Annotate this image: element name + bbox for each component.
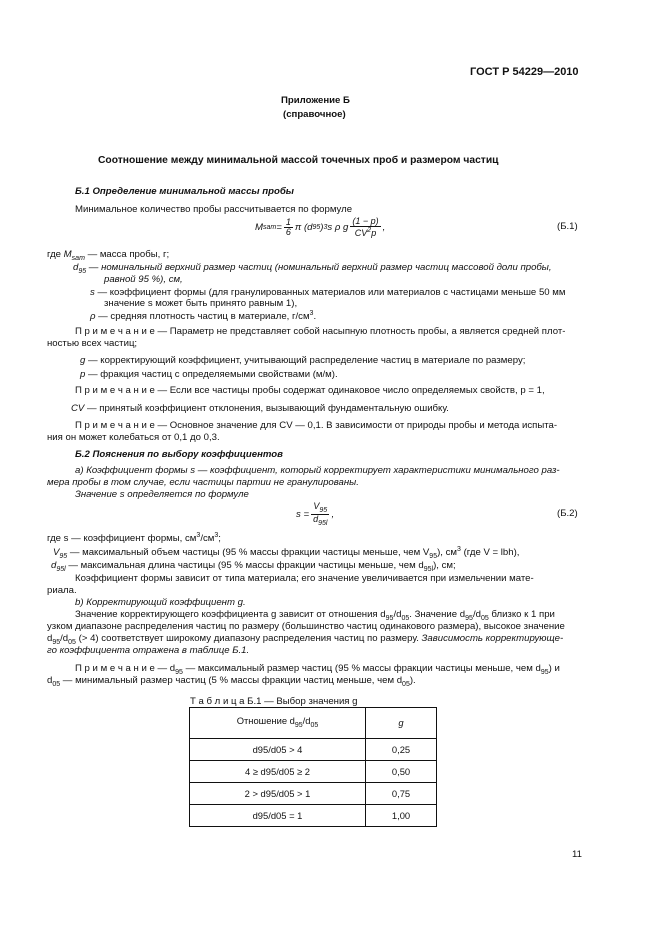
dl-symbol-sub: 95l bbox=[56, 565, 66, 573]
g-text1-sub1: 95 bbox=[385, 614, 394, 622]
formula-b1-number: (Б.1) bbox=[557, 221, 578, 232]
g-text1d: /d bbox=[472, 609, 481, 620]
formula-b1-mid-sup: 3 bbox=[323, 223, 328, 231]
table-header-ratio-text: Отношение d bbox=[236, 715, 295, 727]
s-definition: — коэффициент формы (для гранулированных материалов или материалов с частицами меньше 50 мм bbox=[94, 287, 566, 298]
note2-label: П р и м е ч а н и е bbox=[75, 385, 155, 396]
note3 bbox=[75, 420, 557, 432]
appendix-subtitle: (справочное) bbox=[283, 109, 346, 120]
table-row bbox=[190, 783, 437, 805]
shape-text-line2: риала. bbox=[47, 585, 77, 596]
g-text1e: близко к 1 при bbox=[488, 609, 555, 620]
formula-b2-lhs: s = bbox=[296, 508, 310, 520]
table-cell-ratio: d95/d05 > 4 bbox=[190, 739, 366, 761]
g-text1a: Значение корректирующего коэффициента g зависит от отношения d bbox=[75, 609, 386, 620]
note1 bbox=[75, 326, 565, 338]
note3-label: П р и м е ч а н и е bbox=[75, 420, 155, 431]
formula-b2-num: V bbox=[313, 501, 320, 511]
where-g-line bbox=[80, 355, 525, 367]
g-selection-table bbox=[189, 707, 437, 827]
formula-b1-frac2-den-tail: p bbox=[371, 228, 377, 239]
v-def-sub: 95 bbox=[429, 553, 438, 561]
table-caption-text: Б.1 — Выбор значения g bbox=[244, 696, 358, 707]
table-cell-ratio: 4 ≥ d95/d05 ≥ 2 bbox=[190, 761, 366, 783]
table-cell-g: 0,50 bbox=[366, 761, 437, 783]
formula-b1-frac2-num: (1 − p) bbox=[352, 216, 379, 226]
where-d-line2: равной 95 %), см, bbox=[104, 274, 183, 285]
cv-definition: — принятый коэффициент отклонения, вызывающий фундаментальную ошибку. bbox=[84, 403, 449, 414]
table-row bbox=[190, 805, 437, 827]
formula-b2 bbox=[296, 502, 334, 527]
g-text3d: Зависимость корректирующе- bbox=[421, 633, 564, 644]
dl-def-tail: ), см; bbox=[433, 560, 456, 571]
where-p-line bbox=[80, 369, 338, 381]
table-header-ratio-sub1: 95 bbox=[294, 722, 303, 730]
note1-text: — Параметр не представляет собой насыпную плотность пробы, а является средней плот- bbox=[154, 326, 566, 337]
section-b2-heading: Б.2 Пояснения по выбору коэффициентов bbox=[75, 449, 283, 460]
table-caption-label: Т а б л и ц а bbox=[190, 696, 245, 707]
formula-b1-frac1-num: 1 bbox=[285, 217, 291, 227]
formula-b1-frac1-den: 6 bbox=[285, 227, 291, 238]
note4a: — d bbox=[154, 663, 176, 674]
formula-b2-den-sub: 95l bbox=[318, 519, 328, 527]
main-title: Соотношение между минимальной массой точечных проб и размером частиц bbox=[98, 155, 499, 166]
where2-s-sup1: 3 bbox=[196, 532, 201, 539]
g-symbol: g bbox=[80, 355, 86, 366]
v-def-end: (где V = lbh), bbox=[460, 547, 520, 559]
section-b1-intro: Минимальное количество пробы рассчитывается по формуле bbox=[75, 204, 353, 215]
d-symbol-sub: 95 bbox=[78, 267, 87, 275]
g-text3-sub2: 05 bbox=[68, 638, 76, 646]
rho-definition: — средняя плотность частиц в материале, г/см bbox=[95, 311, 310, 323]
table-row bbox=[190, 739, 437, 761]
where-cv-line bbox=[71, 403, 449, 415]
note4-cont bbox=[47, 675, 416, 689]
p-symbol: p bbox=[80, 369, 86, 380]
where2-s-sup2: 3 bbox=[214, 532, 219, 539]
table-caption bbox=[190, 696, 358, 708]
where2-s-mid: /см bbox=[200, 533, 215, 545]
formula-b1-lhs: M bbox=[255, 222, 263, 234]
formula-b1-lhs-sub: sam bbox=[263, 223, 277, 231]
table-header-ratio bbox=[190, 708, 366, 739]
formula-b2-tail: , bbox=[331, 508, 335, 520]
v-def-sup: 3 bbox=[457, 546, 461, 553]
dl-def-sub: 95l bbox=[423, 565, 434, 573]
section-b1-heading: Б.1 Определение минимальной массы пробы bbox=[75, 186, 294, 197]
g-text3a: d bbox=[47, 633, 53, 644]
table-cell-g: 1,00 bbox=[366, 805, 437, 827]
m-symbol-sub: sam bbox=[71, 254, 85, 262]
table-row bbox=[190, 761, 437, 783]
note4-sub2: 95 bbox=[540, 668, 549, 676]
where2-prefix: где bbox=[47, 533, 64, 545]
formula-b1-mid-sub: 95 bbox=[312, 223, 321, 231]
formula-b2-den: d bbox=[313, 514, 319, 525]
s-symbol: s bbox=[90, 287, 95, 298]
table-cell-ratio: d95/d05 = 1 bbox=[190, 805, 366, 827]
note1-label: П р и м е ч а н и е bbox=[75, 326, 155, 337]
formula-b1-frac2-den-sup: 2 bbox=[367, 227, 372, 235]
g-text1-sub3: 95 bbox=[465, 614, 473, 622]
g-definition: — корректирующий коэффициент, учитывающий распределение частиц в материале по размеру; bbox=[85, 355, 526, 366]
note4-label: П р и м е ч а н и е bbox=[75, 663, 155, 674]
b2-a-line1: a) Коэффициент формы s — коэффициент, который корректирует характеристики минимального раз- bbox=[75, 465, 560, 476]
dl-definition: — максимальная длина частицы (95 % массы фракции частицы меньше, чем d bbox=[65, 560, 424, 571]
g-text3-sub1: 95 bbox=[52, 638, 61, 646]
formula-b1-tail: , bbox=[382, 222, 386, 234]
formula-b1-eq: = bbox=[276, 222, 282, 234]
formula-b2-num-sub: 95 bbox=[319, 506, 328, 514]
g-text3b: /d bbox=[60, 633, 69, 644]
rho-symbol: ρ bbox=[90, 311, 96, 323]
formula-b2-number: (Б.2) bbox=[557, 508, 578, 519]
page-number: 11 bbox=[572, 849, 582, 860]
note3-cont: ния он может колебаться от 0,1 до 0,3. bbox=[47, 432, 220, 443]
note4d: d bbox=[47, 675, 53, 686]
formula-b1-frac2-den: CV bbox=[354, 228, 368, 239]
note1-cont: ностью всех частиц; bbox=[47, 338, 138, 349]
where2-s-def: s — коэффициент формы, см bbox=[63, 533, 197, 545]
formula-b1: M sam = $\frac{1}{6}$ π (d 95 ) 3 s ρ g $\frac{(1 - p)}{CV^2p}$ , bbox=[255, 216, 386, 239]
b2-a-line2: мера пробы в том случае, если частицы партии не гранулированы. bbox=[47, 477, 359, 488]
document-code: ГОСТ Р 54229—2010 bbox=[470, 66, 579, 78]
d-symbol: d bbox=[73, 262, 79, 273]
where2-s-end: ; bbox=[218, 533, 221, 545]
m-definition: — масса пробы, г; bbox=[84, 249, 170, 260]
formula-b1-mid: π (d bbox=[294, 222, 313, 234]
table-header-ratio-mid: /d bbox=[302, 715, 311, 727]
note4e: — минимальный размер частиц (5 % массы фракции частиц меньше, чем d bbox=[60, 675, 403, 686]
where2-s-line bbox=[47, 532, 221, 545]
note4-sub3: 05 bbox=[52, 680, 61, 688]
appendix-title: Приложение Б bbox=[281, 95, 350, 106]
g-text1-sub4: 05 bbox=[480, 614, 489, 622]
formula-b1-mid2: s ρ g bbox=[327, 222, 349, 234]
table-header-g: g bbox=[366, 708, 437, 739]
note4b: — максимальный размер частиц (95 % массы фракции частицы меньше, чем d bbox=[182, 663, 541, 674]
g-text1-sub2: 05 bbox=[401, 614, 410, 622]
where-rho-line bbox=[90, 310, 316, 323]
g-text1b: /d bbox=[393, 609, 402, 620]
note2-text: — Если все частицы пробы содержат одинаковое число определяемых свойств, p = 1, bbox=[154, 385, 545, 396]
p-definition: — фракция частиц с определяемыми свойствами (м/м). bbox=[85, 369, 338, 380]
table-cell-ratio: 2 > d95/d05 > 1 bbox=[190, 783, 366, 805]
table-cell-g: 0,25 bbox=[366, 739, 437, 761]
note4-sub1: 95 bbox=[175, 668, 183, 676]
b2-a-line3: Значение s определяется по формуле bbox=[75, 489, 249, 500]
where-s-line2: значение s может быть принято равным 1), bbox=[104, 298, 298, 309]
cv-symbol: CV bbox=[71, 403, 85, 414]
table-header-ratio-sub2: 05 bbox=[310, 722, 319, 730]
g-text3c: (> 4) соответствует широкому диапазону распределения частиц по размеру. bbox=[75, 633, 422, 644]
d-definition: — номинальный верхний размер частиц (номинальный верхний размер частиц массовой доли пробы, bbox=[86, 262, 552, 273]
g-text-line4: го коэффициента отражена в таблице Б.1. bbox=[47, 645, 250, 656]
v-definition: — максимальный объем частицы (95 % массы фракции частицы меньше, чем V bbox=[67, 547, 430, 559]
note4f: ). bbox=[409, 675, 416, 686]
dl-symbol: d bbox=[51, 560, 57, 571]
g-text1c: . Значение d bbox=[409, 609, 466, 620]
v-def-tail: ), см bbox=[437, 547, 458, 559]
v-symbol: V bbox=[53, 547, 60, 559]
b2-b-line: b) Корректирующий коэффициент g. bbox=[75, 597, 246, 608]
rho-end: . bbox=[313, 311, 317, 323]
note4-sub4: 05 bbox=[402, 680, 410, 688]
where-prefix: где bbox=[47, 249, 64, 260]
table-cell-g: 0,75 bbox=[366, 783, 437, 805]
g-text-line2: узком диапазоне распределения частиц по размеру (большинство частиц одинакового размера), высокое значение bbox=[47, 621, 565, 632]
note2 bbox=[75, 385, 545, 397]
table-header-row bbox=[190, 708, 437, 739]
m-symbol: M bbox=[63, 249, 72, 260]
shape-text-line1: Коэффициент формы зависит от типа материала; его значение увеличивается при измельчении мате- bbox=[75, 573, 534, 584]
rho-sup: 3 bbox=[309, 310, 314, 317]
note4c: ) и bbox=[548, 663, 560, 674]
v-symbol-sub: 95 bbox=[59, 553, 68, 561]
note3-text: — Основное значение для CV — 0,1. В зависимости от природы пробы и метода испыта- bbox=[154, 420, 558, 431]
where-s-line bbox=[90, 287, 565, 299]
